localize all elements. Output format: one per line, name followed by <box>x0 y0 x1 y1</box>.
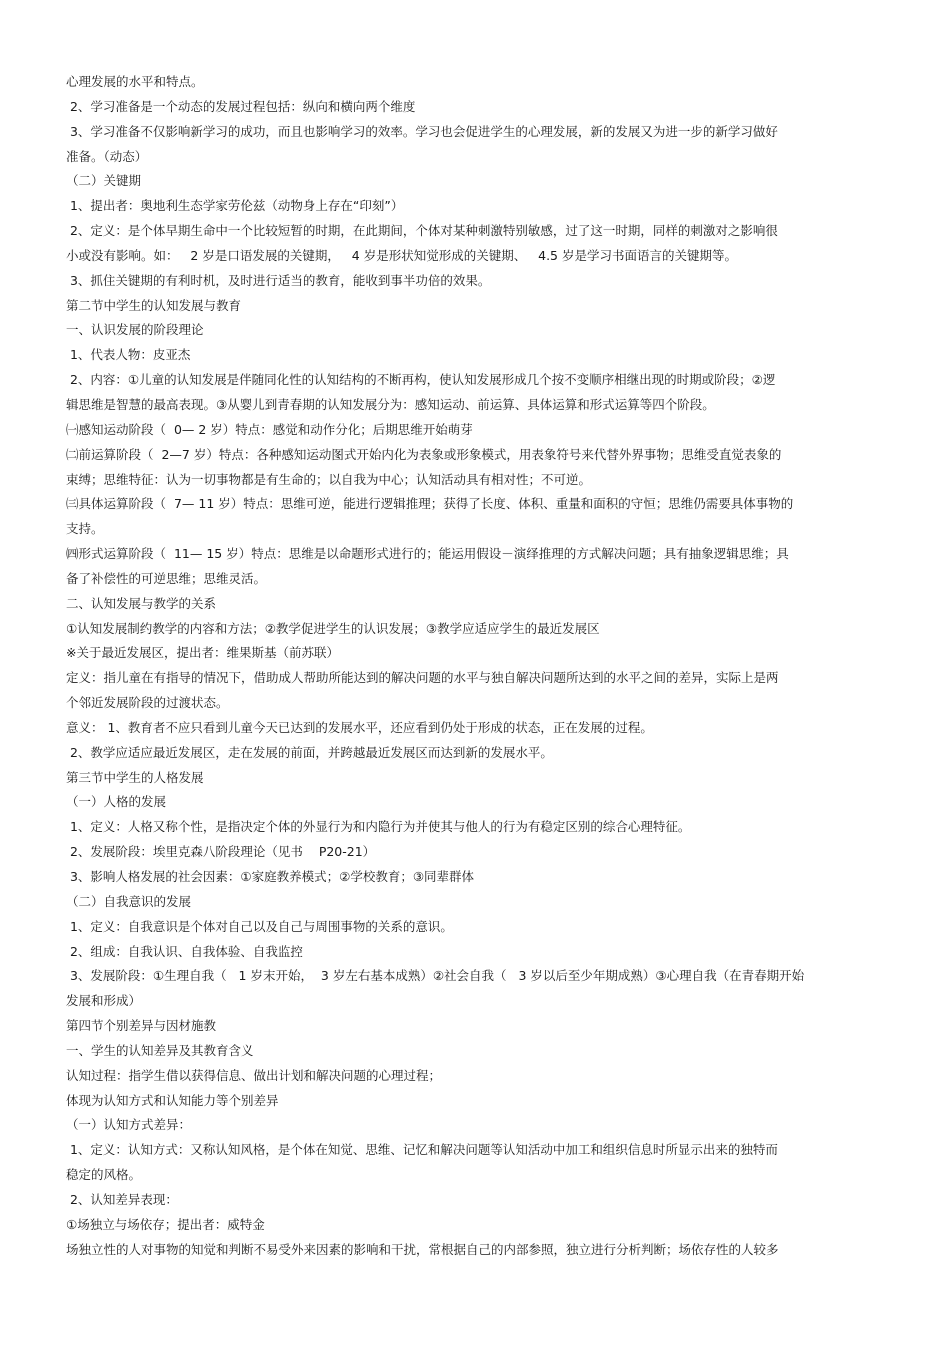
text-line: 支持。 <box>66 521 104 537</box>
text-line: 1、提出者：奥地利生态学家劳伦兹（动物身上存在“印刻”） <box>66 198 404 214</box>
text-line: 辑思维是智慧的最高表现。③从婴儿到青春期的认知发展分为：感知运动、前运算、具体运算和形式运算等四个阶段。 <box>66 396 715 412</box>
text-line: 体现为认知方式和认知能力等个别差异 <box>66 1092 279 1108</box>
text-line: 2、发展阶段：埃里克森八阶段理论（见书 P20-21） <box>66 844 376 860</box>
text-line: 场独立性的人对事物的知觉和判断不易受外来因素的影响和干扰，常根据自己的内部参照，独立进行分析判断；场依存性的人较多 <box>66 1241 779 1257</box>
text-line: 3、抓住关键期的有利时机，及时进行适当的教育，能收到事半功倍的效果。 <box>66 272 491 288</box>
text-line: 第三节中学生的人格发展 <box>66 769 204 785</box>
text-line: 2、内容：①儿童的认知发展是伴随同化性的认知结构的不断再构，使认知发展形成几个按不变顺序相继出现的时期或阶段；②逻 <box>66 372 776 388</box>
text-line: 2、认知差异表现： <box>66 1191 178 1207</box>
text-line: 1、定义：人格又称个性，是指决定个体的外显行为和内隐行为并使其与他人的行为有稳定区别的综合心理特征。 <box>66 819 691 835</box>
text-line: 束缚；思维特征：认为一切事物都是有生命的；以自我为中心；认知活动具有相对性；不可逆。 <box>66 471 592 487</box>
text-line: 2、定义：是个体早期生命中一个比较短暂的时期，在此期间，个体对某种刺激特别敏感，过了这一时期，同样的刺激对之影响很 <box>66 223 778 239</box>
text-line: 准备。（动态） <box>66 148 148 164</box>
text-line: 认知过程：指学生借以获得信息、做出计划和解决问题的心理过程； <box>66 1067 442 1083</box>
text-line: （一）人格的发展 <box>66 794 167 810</box>
text-line: 1、定义：自我意识是个体对自己以及自己与周围事物的关系的意识。 <box>66 918 453 934</box>
text-line: （二）自我意识的发展 <box>66 893 192 909</box>
text-line: 一、认识发展的阶段理论 <box>66 322 204 338</box>
text-line: 第四节个别差异与因材施教 <box>66 1018 217 1034</box>
text-line: 2、学习准备是一个动态的发展过程包括：纵向和横向两个维度 <box>66 98 416 114</box>
text-line: ※关于最近发展区，提出者：维果斯基（前苏联） <box>66 645 339 661</box>
text-line: 心理发展的水平和特点。 <box>66 74 204 89</box>
text-line: ㈢具体运算阶段（ 7— 11 岁）特点：思维可逆，能进行逻辑推理；获得了长度、体积、重量和面积的守恒；思维仍需要具体事物的 <box>66 496 794 512</box>
text-line: 2、教学应适应最近发展区，走在发展的前面，并跨越最近发展区而达到新的发展水平。 <box>66 744 553 760</box>
text-line: ①认知发展制约教学的内容和方法；②教学促进学生的认识发展；③教学应适应学生的最近发展区 <box>66 620 600 636</box>
text-line: 定义：指儿童在有指导的情况下，借助成人帮助所能达到的解决问题的水平与独自解决问题所达到的水平之间的差异，实际上是两 <box>66 670 779 686</box>
text-line: 意义： 1、教育者不应只看到儿童今天已达到的发展水平，还应看到仍处于形成的状态，正在发展的过程。 <box>66 719 653 735</box>
text-line: 备了补偿性的可逆思维；思维灵活。 <box>66 570 267 586</box>
text-line: 稳定的风格。 <box>66 1167 142 1183</box>
text-line: 2、组成：自我认识、自我体验、自我监控 <box>66 943 303 959</box>
text-line: ㈠感知运动阶段（ 0— 2 岁）特点：感觉和动作分化；后期思维开始萌芽 <box>66 421 473 437</box>
text-line: 1、定义：认知方式：又称认知风格，是个体在知觉、思维、记忆和解决问题等认知活动中加工和组织信息时所显示出来的独特而 <box>66 1142 778 1158</box>
text-line: 二、认知发展与教学的关系 <box>66 595 217 611</box>
text-line: ㈡前运算阶段（ 2—7 岁）特点：各种感知运动图式开始内化为表象或形象模式，用表象符号来代替外界事物；思维受直觉表象的 <box>66 446 782 462</box>
text-line: （一）认知方式差异： <box>66 1117 192 1133</box>
text-line: 小或没有影响。如： 2 岁是口语发展的关键期， 4 岁是形状知觉形成的关键期、 4.5 岁是学习书面语言的关键期等。 <box>66 247 737 263</box>
text-line: （二）关键期 <box>66 173 142 189</box>
text-line: ㈣形式运算阶段（ 11— 15 岁）特点：思维是以命题形式进行的；能运用假设－演绎推理的方式解决问题；具有抽象逻辑思维；具 <box>66 546 789 562</box>
text-line: ①场独立与场依存；提出者：威特金 <box>66 1216 265 1232</box>
text-line: 1、代表人物：皮亚杰 <box>66 347 191 363</box>
text-body <box>66 70 866 1263</box>
text-line: 3、发展阶段：①生理自我（ 1 岁末开始， 3 岁左右基本成熟）②社会自我（ 3 岁以后至少年期成熟）③心理自我（在青春期开始 <box>66 968 805 984</box>
text-line: 第二节中学生的认知发展与教育 <box>66 297 242 313</box>
text-line: 个邻近发展阶段的过渡状态。 <box>66 695 229 711</box>
text-line: 发展和形成） <box>66 993 142 1009</box>
text-line: 一、学生的认知差异及其教育含义 <box>66 1042 254 1058</box>
text-line: 3、影响人格发展的社会因素：①家庭教养模式；②学校教育；③同辈群体 <box>66 869 475 884</box>
text-line: 3、学习准备不仅影响新学习的成功，而且也影响学习的效率。学习也会促进学生的心理发展，新的发展又为进一步的新学习做好 <box>66 123 778 139</box>
